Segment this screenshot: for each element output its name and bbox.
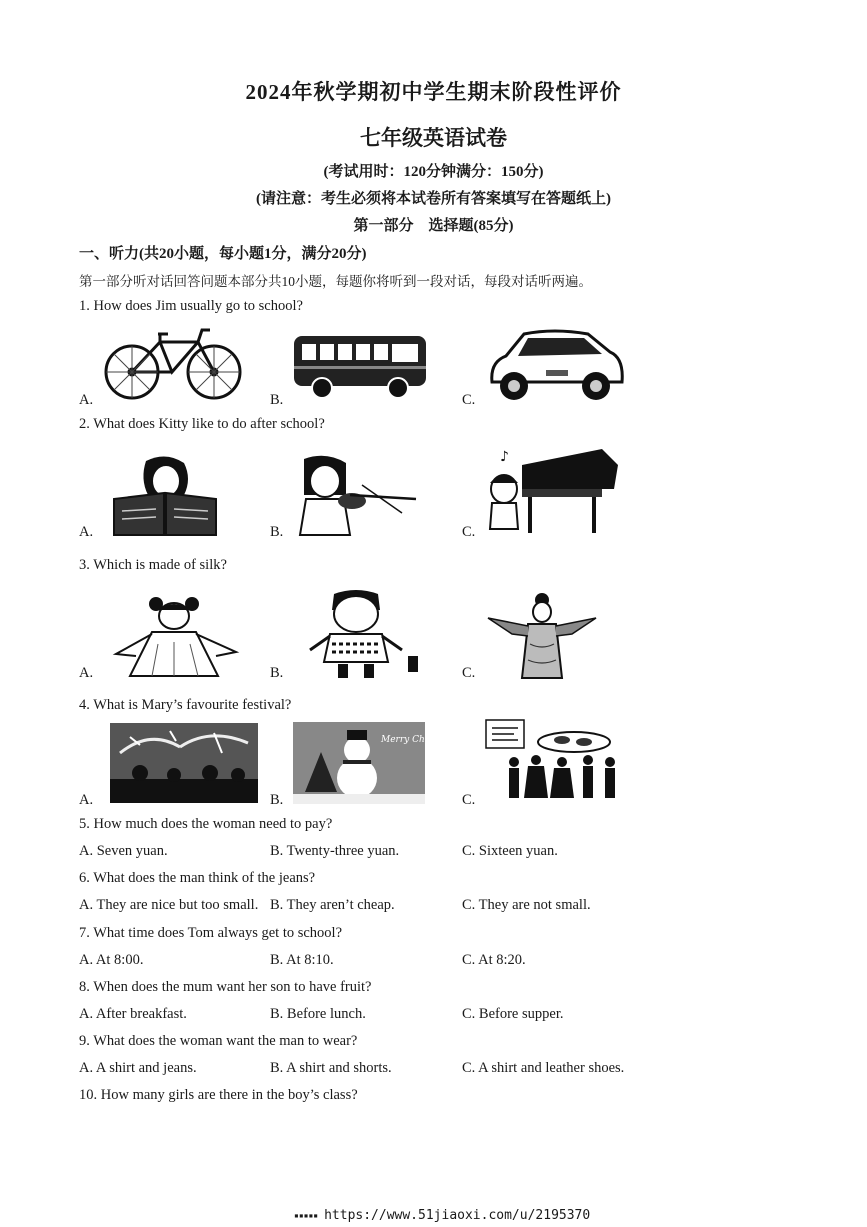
footer-logo-icon: ▪▪▪▪▪ <box>294 1211 319 1220</box>
svg-text:♪: ♪ <box>500 449 509 465</box>
option-b: B. They aren’t cheap. <box>270 897 395 913</box>
option-a: A. After breakfast. <box>79 1006 187 1022</box>
option-letter: C. <box>462 392 476 408</box>
option-a: A. They are nice but too small. <box>79 897 259 913</box>
question-3: 3. Which is made of silk? <box>79 557 227 573</box>
footer-url[interactable]: https://www.51jiaoxi.com/u/2195370 <box>324 1208 591 1223</box>
question-5: 5. How much does the woman need to pay? <box>79 816 333 832</box>
exam-subtitle: 七年级英语试卷 <box>360 126 507 150</box>
question-6: 6. What does the man think of the jeans? <box>79 870 316 886</box>
piano-girl-icon <box>482 445 622 537</box>
bus-icon <box>292 330 430 400</box>
option-a: A. Seven yuan. <box>79 843 168 859</box>
option-letter: C. <box>462 665 476 681</box>
option-letter: A. <box>79 524 94 540</box>
part-heading: 第一部分 选择题(85分) <box>353 218 514 234</box>
hanfu-dress-icon <box>108 594 242 678</box>
exam-notice: (请注意：考生必须将本试卷所有答案填写在答题纸上) <box>256 191 611 207</box>
option-letter: A. <box>79 792 94 808</box>
option-c: C. Before supper. <box>462 1006 564 1022</box>
option-letter: B. <box>270 665 284 681</box>
question-9: 9. What does the woman want the man to wear? <box>79 1033 358 1049</box>
option-a: A. A shirt and jeans. <box>79 1060 197 1076</box>
option-b: B. Twenty-three yuan. <box>270 843 400 859</box>
violin-girl-icon <box>290 455 420 537</box>
option-letter: B. <box>270 524 284 540</box>
option-c: C. Sixteen yuan. <box>462 843 558 859</box>
question-4: 4. What is Mary’s favourite festival? <box>79 697 292 713</box>
option-letter: B. <box>270 792 284 808</box>
christmas-label: Merry Christmas <box>381 735 459 745</box>
option-letter: A. <box>79 665 94 681</box>
option-b: B. At 8:10. <box>270 952 334 968</box>
question-2: 2. What does Kitty like to do after school? <box>79 416 325 432</box>
option-b: B. Before lunch. <box>270 1006 366 1022</box>
option-c: C. At 8:20. <box>462 952 526 968</box>
question-7: 7. What time does Tom always get to school? <box>79 925 343 941</box>
reading-girl-icon <box>110 455 220 537</box>
silk-dress-icon <box>482 590 600 682</box>
section-heading: 一、听力(共20小题，每小题1分，满分20分) <box>79 246 367 262</box>
question-10: 10. How many girls are there in the boy’s class? <box>79 1087 358 1103</box>
option-c: C. They are not small. <box>462 897 591 913</box>
option-letter: C. <box>462 792 476 808</box>
dinner-party-icon <box>484 718 626 804</box>
question-8: 8. When does the mum want her son to have fruit? <box>79 979 372 995</box>
sweater-boy-icon <box>292 590 422 680</box>
option-letter: C. <box>462 524 476 540</box>
exam-info: (考试用时：120分钟满分：150分) <box>323 164 544 180</box>
exam-title: 2024年秋学期初中学生期末阶段性评价 <box>245 80 622 104</box>
option-c: C. A shirt and leather shoes. <box>462 1060 625 1076</box>
option-a: A. At 8:00. <box>79 952 144 968</box>
option-letter: A. <box>79 392 94 408</box>
fireworks-icon <box>110 723 258 803</box>
section-instruction: 第一部分听对话回答问题本部分共10小题，每题你将听到一段对话，每段对话听两遍。 <box>79 274 592 289</box>
question-1: 1. How does Jim usually go to school? <box>79 298 303 314</box>
bicycle-icon <box>102 322 244 402</box>
snowman-icon <box>293 722 459 804</box>
footer <box>294 1208 590 1223</box>
option-letter: B. <box>270 392 284 408</box>
option-b: B. A shirt and shorts. <box>270 1060 392 1076</box>
car-icon <box>484 326 628 406</box>
